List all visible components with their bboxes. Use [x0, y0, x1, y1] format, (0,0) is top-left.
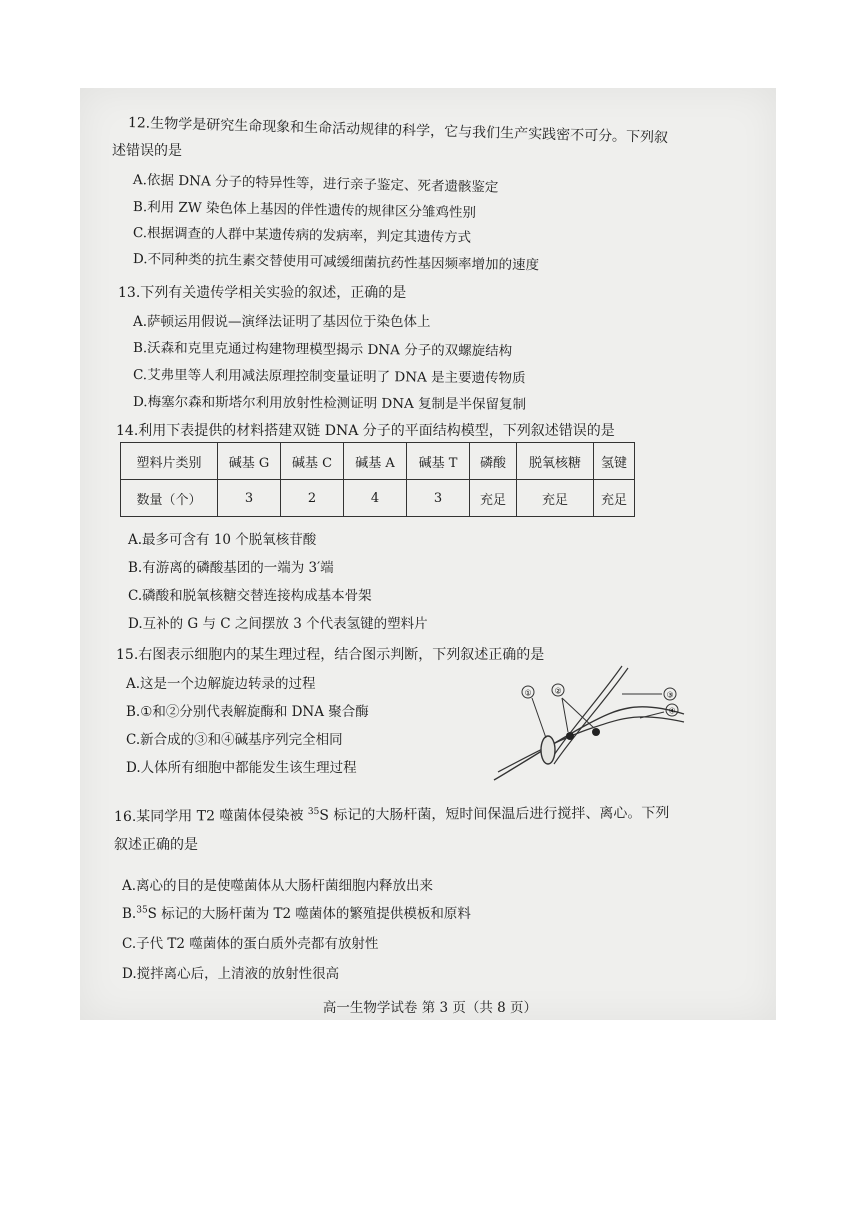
q16-option-b	[122, 902, 471, 922]
q12-stem-line1: 12.生物学是研究生命现象和生命活动规律的科学，它与我们生产实践密不可分。下列叙	[127, 115, 669, 147]
q16-option-b-prefix: B.	[122, 906, 137, 922]
table-cell: 充足	[517, 480, 594, 517]
q16-option-b-superscript: 35	[136, 905, 148, 916]
table-header-cell: 碱基 G	[218, 443, 281, 480]
figure-label-3: ③	[666, 690, 674, 700]
q12-option-d: D.不同种类的抗生素交替使用可减缓细菌抗药性基因频率增加的速度	[132, 251, 540, 274]
table-header-cell: 塑料片类别	[121, 443, 218, 480]
table-header-cell: 磷酸	[470, 443, 517, 480]
table-cell: 充足	[470, 480, 517, 517]
q13-option-b: B.沃森和克里克通过构建物理模型揭示 DNA 分子的双螺旋结构	[132, 340, 513, 360]
q16-option-a: A.离心的目的是使噬菌体从大肠杆菌细胞内释放出来	[122, 878, 434, 894]
figure-label-2: ②	[554, 686, 562, 696]
q14-option-b: B.有游离的磷酸基团的一端为 3′端	[128, 560, 334, 576]
q15-option-c: C.新合成的③和④碱基序列完全相同	[126, 732, 343, 748]
table-cell: 3	[407, 480, 470, 517]
q12-option-c: C.根据调查的人群中某遗传病的发病率，判定其遗传方式	[132, 225, 472, 246]
table-header-cell: 碱基 C	[281, 443, 344, 480]
table-cell: 3	[218, 480, 281, 517]
q15-option-b: B.①和②分别代表解旋酶和 DNA 聚合酶	[126, 704, 369, 720]
q15-option-d: D.人体所有细胞中都能发生该生理过程	[126, 760, 357, 776]
q13-stem: 13.下列有关遗传学相关实验的叙述，正确的是	[118, 285, 407, 301]
table-header-cell: 碱基 A	[344, 443, 407, 480]
q16-stem-part-a: 16.某同学用 T2 噬菌体侵染被	[113, 807, 308, 825]
q16-stem-superscript: 35	[307, 806, 320, 817]
q14-option-a: A.最多可含有 10 个脱氧核苷酸	[128, 532, 317, 548]
table-header-row	[121, 443, 635, 480]
table-cell: 2	[281, 480, 344, 517]
q12-option-a: A.依据 DNA 分子的特异性等，进行亲子鉴定、死者遗骸鉴定	[132, 172, 499, 196]
q13-option-a: A.萨顿运用假说—演绎法证明了基因位于染色体上	[133, 314, 431, 330]
q15-option-a: A.这是一个边解旋边转录的过程	[126, 676, 316, 692]
table-cell: 4	[344, 480, 407, 517]
figure-label-4: ④	[668, 706, 676, 716]
page-footer: 高一生物学试卷 第 3 页（共 8 页）	[322, 1000, 538, 1016]
q12-stem-line2: 述错误的是	[112, 143, 182, 159]
materials-table	[120, 442, 635, 517]
q16-stem-part-b: S 标记的大肠杆菌，短时间保温后进行搅拌、离心。下列	[319, 805, 670, 824]
table-header-cell: 碱基 T	[407, 443, 470, 480]
q16-option-b-text: S 标记的大肠杆菌为 T2 噬菌体的繁殖提供模板和原料	[147, 906, 471, 922]
q14-stem: 14.利用下表提供的材料搭建双链 DNA 分子的平面结构模型，下列叙述错误的是	[116, 423, 615, 439]
q13-option-d: D.梅塞尔森和斯塔尔利用放射性检测证明 DNA 复制是半保留复制	[132, 394, 527, 413]
q14-option-d: D.互补的 G 与 C 之间摆放 3 个代表氢键的塑料片	[128, 616, 428, 632]
q12-option-b: B.利用 ZW 染色体上基因的伴性遗传的规律区分雏鸡性别	[132, 199, 477, 221]
q16-option-d: D.搅拌离心后，上清液的放射性很高	[122, 966, 340, 982]
transcription-diagram	[488, 660, 688, 790]
q14-option-c: C.磷酸和脱氧核糖交替连接构成基本骨架	[128, 588, 372, 604]
figure-label-1: ①	[524, 688, 532, 698]
table-row	[121, 480, 635, 517]
q16-option-c: C.子代 T2 噬菌体的蛋白质外壳都有放射性	[122, 936, 379, 952]
table-cell: 数量（个）	[121, 480, 218, 517]
q15-stem: 15.右图表示细胞内的某生理过程，结合图示判断，下列叙述正确的是	[116, 647, 545, 663]
q16-stem-line2: 叙述正确的是	[114, 837, 198, 853]
table-header-cell: 氢键	[594, 443, 635, 480]
table-header-cell: 脱氧核糖	[517, 443, 594, 480]
q16-stem-line1	[114, 802, 670, 826]
table-cell: 充足	[594, 480, 635, 517]
q13-option-c: C.艾弗里等人利用减法原理控制变量证明了 DNA 是主要遗传物质	[132, 367, 526, 387]
